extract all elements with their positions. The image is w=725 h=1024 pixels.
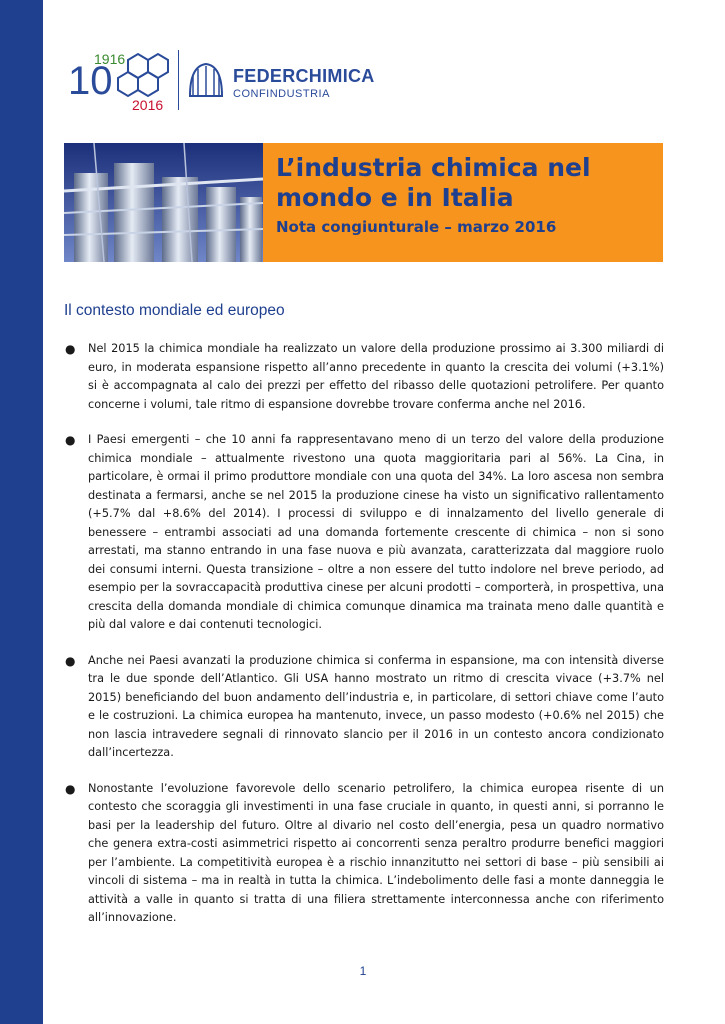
logo-divider xyxy=(178,50,179,110)
list-item xyxy=(64,652,664,763)
bullet-text: I Paesi emergenti – che 10 anni fa rappresentavano meno di un terzo del valore della produzione chimica mondiale – attualmente rivestono una quota maggioritaria pari al 56%. La Cina, in particolare, è ormai il primo produttore mondiale con una quota del 34%. La loro ascesa non sembra destinata a fermarsi, anche se nel 2015 la produzione cinese ha visto un significativo rallentamento (+5.7% dal +8.6% del 2014). I processi di sviluppo e di innalzamento del livello generale di benessere – entrambi associati ad una domanda fortemente crescente di chimica – non si sono arrestati, ma stanno entrando in una fase nuova e più avanzata, caratterizzata dal maggiore ruolo dei consumi interni. Questa transizione – oltre a non essere del tutto indolore nel breve periodo, ad esempio per la sovraccapacità produttiva cinese per alcuni prodotti – comporterà, in prospettiva, una crescita della domanda mondiale di chimica comunque dinamica ma trainata meno dalle quantità e più dal valore e dai contenuti tecnologici. xyxy=(88,433,664,631)
bullet-text: Nel 2015 la chimica mondiale ha realizzato un valore della produzione prossimo ai 3.300 miliardi di euro, in moderata espansione rispetto all’anno precedente in quanto la crescita dei volumi (+3.1%) si è accompagnata al calo dei prezzi per effetto del ribasso delle quotazioni petrolifere. Per quanto concerne i volumi, tale ritmo di espansione dovrebbe trovare conferma anche nel 2016. xyxy=(88,342,664,411)
bullet-icon: ● xyxy=(65,342,76,356)
brand-subtitle: CONFINDUSTRIA xyxy=(233,88,330,100)
bullet-text: Anche nei Paesi avanzati la produzione chimica si conferma in espansione, ma con intensità diverse tra le due sponde dell’Atlantico. Gli USA hanno mostrato un ritmo di crescita vivace (+3.7% nel 2015) beneficiando del buon andamento dell’industria e, in particolare, di settori chiave come l’auto e le costruzioni. La chimica europea ha mantenuto, invece, un passo modesto (+0.6% nel 2015) che non lascia intravedere segnali di rinnovato slancio per il 2016 in un contesto ancora condizionato dall’incertezza. xyxy=(88,653,664,759)
page-number: 1 xyxy=(359,964,367,978)
centenary-logo xyxy=(66,46,176,116)
list-item xyxy=(64,780,664,928)
shell-icon xyxy=(186,60,226,100)
year-start: 1916 xyxy=(94,51,126,67)
section-heading: Il contesto mondiale ed europeo xyxy=(64,302,285,319)
hero-image xyxy=(64,143,263,262)
bullet-text: Nonostante l’evoluzione favorevole dello scenario petrolifero, la chimica europea risente di un contesto che scoraggia gli investimenti in una fase cruciale in quanto, in questi anni, si porranno le basi per la leadership del futuro. Oltre al divario nel costo dell’energia, pesa un quadro normativo che genera extra-costi asimmetrici rispetto ai concorrenti senza peraltro produrre benefici maggiori per l’ambiente. La competitività europea è a rischio innanzitutto nei settori di base – più sensibili ai vincoli di sistema – ma in realtà in tutta la chimica. L’indebolimento delle fasi a monte danneggia le attività a valle in quanto si tratta di una filiera strettamente interconnessa anche con riferimento all’innovazione. xyxy=(88,781,664,924)
document-title: L’industria chimica nel mondo e in Italia xyxy=(276,153,591,212)
bullet-icon: ● xyxy=(65,433,76,447)
bullet-icon: ● xyxy=(65,653,76,668)
hero-title-box xyxy=(263,143,663,262)
document-subtitle: Nota congiunturale – marzo 2016 xyxy=(276,218,557,236)
centenary-number: 10 xyxy=(68,59,113,103)
bullet-icon: ● xyxy=(65,781,76,796)
year-end: 2016 xyxy=(132,97,164,113)
logo xyxy=(66,46,386,116)
bullet-list xyxy=(64,340,664,945)
brand-name: FEDERCHIMICA xyxy=(233,66,375,86)
list-item xyxy=(64,431,664,635)
left-accent-bar xyxy=(0,0,43,1024)
list-item xyxy=(64,340,664,414)
industrial-photo-illustration xyxy=(64,143,263,262)
